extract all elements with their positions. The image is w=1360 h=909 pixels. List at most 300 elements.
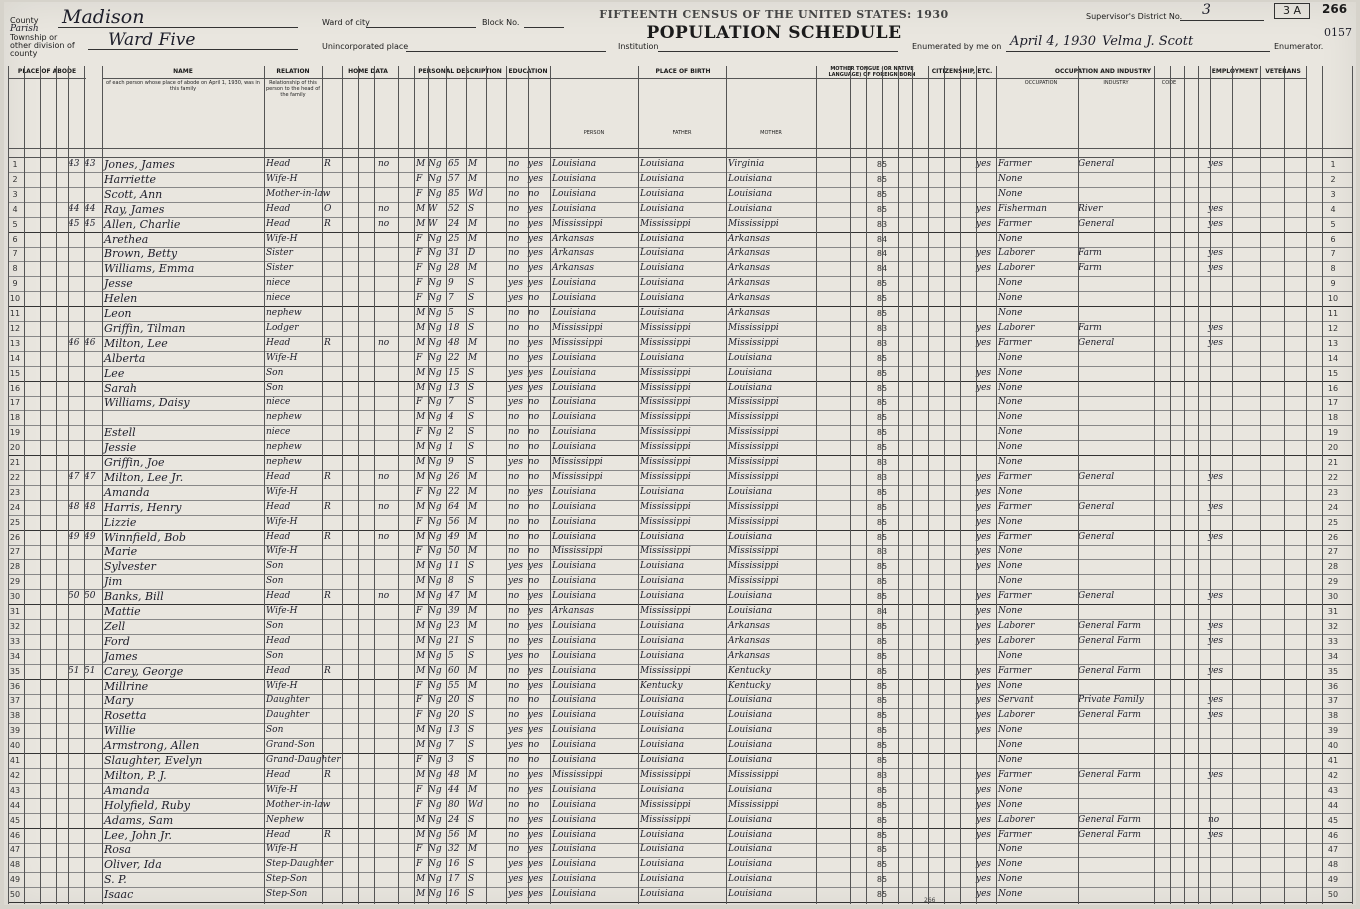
race: Ng [428,382,442,393]
column-rule [486,66,487,904]
age: 55 [448,680,460,691]
sex: M [416,650,426,661]
row-number-left: 47 [9,845,21,855]
birthplace-father: Mississippi [640,427,691,438]
birthplace-father: Mississippi [640,322,691,333]
relation: Wife-H [266,784,298,795]
birthplace-person: Louisiana [552,740,597,751]
person-name: Sylvester [104,560,156,574]
birth-code: 85 [876,681,888,691]
school-attendance: no [508,322,520,333]
occupation: None [998,516,1023,527]
birthplace-father: Mississippi [640,382,691,393]
family-number [84,574,100,589]
school-attendance: no [508,635,520,646]
industry [1078,366,1154,381]
industry [1078,306,1154,321]
person-name: Jesse [104,277,133,291]
relation: nephew [266,457,302,467]
marital-status: M [468,531,478,542]
age: 23 [448,620,460,631]
relation: Head [266,531,291,542]
occupation: Farmer [998,501,1032,512]
occupation: None [998,889,1023,900]
birthplace-mother: Mississippi [728,546,779,557]
can-read-write: no [528,308,540,318]
at-work [1208,440,1232,455]
birthplace-person: Louisiana [552,203,597,214]
sex: M [416,322,426,333]
birthplace-mother: Arkansas [728,650,771,661]
birth-code: 85 [876,204,888,214]
occupation: None [998,486,1023,497]
school-attendance: yes [508,650,524,661]
group-place-of-abode: PLACE OF ABODE [8,66,86,79]
can-read-write: yes [528,382,544,393]
row-number-left: 50 [9,890,21,900]
row-number-right: 41 [1327,756,1339,765]
family-number [84,619,100,634]
table-row [8,232,1352,248]
birthplace-person: Louisiana [552,799,597,810]
birthplace-father: Mississippi [640,799,691,810]
age: 2 [448,427,454,438]
dwelling-number [68,559,84,574]
marital-status: D [468,248,476,259]
birthplace-mother: Arkansas [728,293,771,304]
table-row [8,544,1352,560]
relation: nephew [266,308,302,318]
home-owned-rented [324,738,338,753]
school-attendance: yes [508,889,524,900]
birthplace-person: Louisiana [552,293,597,304]
at-work [1208,738,1232,753]
birthplace-mother: Louisiana [728,486,773,497]
birth-code: 85 [876,666,888,676]
occupation: None [998,650,1023,661]
relation: Lodger [266,322,299,333]
table-row [8,828,1352,844]
speaks-english [976,455,996,470]
relation: Head [266,337,291,348]
family-number [84,410,100,425]
birthplace-person: Louisiana [552,352,597,363]
radio-set: no [378,203,390,214]
radio-set [378,455,400,470]
table-row [8,500,1352,516]
home-owned-rented: O [324,203,332,214]
row-number-left: 1 [12,160,18,169]
person-name: Arethea [104,232,149,246]
birthplace-mother: Louisiana [728,874,773,885]
birth-code: 85 [876,368,888,378]
table-row [8,723,1352,739]
row-number-left: 2 [12,174,18,184]
birthplace-father: Louisiana [640,889,685,900]
birth-code: 85 [876,577,888,587]
age: 13 [448,725,460,736]
birthplace-mother: Louisiana [728,695,773,706]
race: Ng [428,427,442,438]
at-work: yes [1208,769,1224,780]
table-row [8,515,1352,531]
sex: M [416,889,426,900]
radio-set [378,753,400,768]
home-owned-rented: R [324,501,331,512]
row-number-left: 42 [9,770,21,780]
radio-set [378,544,400,559]
family-number [84,232,100,247]
age: 64 [448,501,460,512]
school-attendance: yes [508,740,524,751]
relation: Grand-Daughter [266,755,341,765]
row-number-right: 14 [1327,353,1339,363]
race: Ng [428,501,442,512]
person-name: S. P. [104,873,127,887]
relation: Daughter [266,695,310,706]
dwelling-number [68,172,84,187]
school-attendance: no [508,531,520,542]
speaks-english: yes [976,531,992,542]
row-number-left: 4 [12,204,18,214]
row-number-left: 24 [9,502,21,512]
family-number [84,604,100,619]
birthplace-father: Louisiana [640,308,685,318]
school-attendance: no [508,680,520,691]
occupation: Farmer [998,159,1032,169]
industry [1078,172,1154,187]
birth-code: 83 [876,338,888,348]
dwelling-number: 43 [68,159,80,169]
row-number-right: 20 [1327,443,1339,453]
marital-status: M [468,486,478,497]
at-work [1208,351,1232,366]
row-number-left: 7 [12,249,18,259]
sex: F [416,188,423,199]
school-attendance: no [508,442,520,453]
column-rule [912,66,913,904]
speaks-english [976,187,996,202]
school-attendance: yes [508,278,524,289]
row-number-left: 5 [12,219,18,229]
speaks-english: yes [976,784,992,795]
birth-code: 85 [876,711,888,721]
age: 21 [448,635,460,646]
marital-status: S [468,367,475,378]
marital-status: M [468,606,478,616]
occupation: None [998,397,1023,408]
person-name: Amanda [104,783,150,797]
birthplace-mother: Mississippi [728,397,779,408]
row-number-left: 21 [9,458,21,467]
speaks-english: yes [976,382,992,393]
home-owned-rented [324,649,338,664]
relation: nephew [266,412,302,423]
dwelling-number [68,366,84,381]
row-number-right: 25 [1327,517,1339,527]
marital-status: M [468,680,478,691]
birthplace-person: Louisiana [552,695,597,706]
at-work [1208,723,1232,738]
birthplace-father: Mississippi [640,442,691,453]
person-name: Banks, Bill [104,590,164,604]
birth-code: 85 [876,398,888,408]
industry [1078,232,1154,247]
birthplace-father: Mississippi [640,665,691,676]
at-work [1208,381,1232,396]
home-owned-rented [324,723,338,738]
speaks-english [976,232,996,247]
row-number-right: 10 [1327,294,1339,304]
table-row [8,693,1352,709]
person-name: Adams, Sam [104,813,174,827]
speaks-english: yes [976,874,992,885]
row-number-left: 41 [9,756,21,765]
can-read-write: no [528,546,540,557]
radio-set [378,708,400,723]
person-name: Brown, Betty [104,247,178,261]
birth-code: 84 [876,234,888,244]
birthplace-father: Mississippi [640,516,691,527]
relation: Wife-H [266,680,298,691]
birthplace-father: Kentucky [640,680,683,691]
row-number-right: 5 [1330,219,1336,229]
at-work: yes [1208,263,1224,274]
birthplace-person: Louisiana [552,382,597,393]
relation: Son [266,725,284,736]
birthplace-father: Louisiana [640,203,685,214]
row-number-right: 8 [1330,264,1336,274]
birth-code: 85 [876,443,888,453]
school-attendance: no [508,352,520,363]
table-row [8,842,1352,858]
birthplace-father: Louisiana [640,874,685,885]
birth-code: 85 [876,860,888,870]
school-attendance: no [508,814,520,825]
birth-code: 85 [876,174,888,184]
at-work [1208,306,1232,321]
table-row [8,202,1352,218]
industry [1078,738,1154,753]
can-read-write: yes [528,278,544,289]
sex: F [416,248,423,259]
person-name: Griffin, Tilman [104,321,186,335]
birthplace-person: Louisiana [552,531,597,542]
speaks-english: yes [976,606,992,616]
marital-status: S [468,874,475,885]
can-read-write: no [528,412,540,423]
at-work [1208,872,1232,887]
home-owned-rented [324,410,338,425]
school-attendance: no [508,755,520,765]
radio-set [378,872,400,887]
family-number [84,485,100,500]
marital-status: M [468,784,478,795]
sex: F [416,859,423,870]
table-row [8,306,1352,322]
home-owned-rented [324,515,338,530]
sex: F [416,233,423,244]
race: Ng [428,159,442,169]
dwelling-number [68,395,84,410]
birthplace-person: Arkansas [552,606,595,616]
radio-set [378,381,400,396]
relation: Head [266,591,291,602]
at-work [1208,574,1232,589]
person-name: Scott, Ann [104,187,163,201]
industry [1078,544,1154,559]
family-number [84,857,100,872]
row-number-right: 35 [1327,666,1339,676]
industry [1078,515,1154,530]
dwelling-number [68,738,84,753]
speaks-english [976,172,996,187]
person-name: Armstrong, Allen [104,739,200,753]
radio-set [378,261,400,276]
column-rule [1210,66,1211,904]
relation: Head [266,635,291,646]
occupation: None [998,755,1023,765]
can-read-write: no [528,695,540,706]
row-number-left: 9 [12,279,18,289]
can-read-write: no [528,740,540,751]
birthplace-person: Louisiana [552,859,597,870]
speaks-english: yes [976,859,992,870]
industry [1078,425,1154,440]
sex: F [416,278,423,289]
age: 15 [448,367,460,378]
person-name: Lizzie [104,515,137,529]
radio-set [378,723,400,738]
occupation: None [998,606,1023,616]
occupation: None [998,412,1023,423]
dwelling-number [68,485,84,500]
birthplace-father: Louisiana [640,710,685,721]
row-number-right: 9 [1330,279,1336,289]
birth-code: 85 [876,532,888,542]
relation: Head [266,665,291,676]
column-rule [1322,66,1323,904]
radio-set: no [378,591,390,602]
occupation: Farmer [998,218,1032,229]
at-work: yes [1208,203,1224,214]
group-mother-tongue: MOTHER TONGUE (OR NATIVE LANGUAGE) OF FOREIGN BORN [816,66,928,79]
column-rule [322,66,323,904]
dwelling-number [68,276,84,291]
column-rule [550,66,551,904]
occupation: None [998,874,1023,885]
occupation: None [998,561,1023,572]
at-work: yes [1208,710,1224,721]
race: Ng [428,829,442,840]
radio-set [378,813,400,828]
schedule-title [564,8,984,43]
group-veterans: VETERANS [1260,66,1306,79]
can-read-write: yes [528,725,544,736]
home-owned-rented: R [324,159,331,169]
person-name: Helen [104,292,138,306]
birthplace-mother: Mississippi [728,799,779,810]
can-read-write: no [528,799,540,810]
family-number: 44 [84,203,96,214]
relation: Mother-in-law [266,188,331,199]
relation: niece [266,427,291,438]
race: Ng [428,680,442,691]
birthplace-mother: Mississippi [728,412,779,423]
row-number-right: 31 [1327,607,1339,616]
birthplace-person: Mississippi [552,457,603,467]
table-row [8,634,1352,650]
table-row [8,440,1352,456]
row-number-left: 15 [9,368,21,378]
birthplace-father: Louisiana [640,531,685,542]
occupation: Farmer [998,665,1032,676]
dwelling-number [68,619,84,634]
occupation: Laborer [998,814,1035,825]
birth-code: 85 [876,875,888,885]
birth-code: 85 [876,830,888,840]
family-number [84,708,100,723]
table-row [8,768,1352,784]
person-name: Willie [104,724,136,738]
birthplace-mother: Arkansas [728,308,771,318]
race: Ng [428,769,442,780]
speaks-english: yes [976,889,992,900]
sex: M [416,218,426,229]
row-number-right: 24 [1327,502,1339,512]
dwelling-number [68,455,84,470]
radio-set: no [378,471,390,482]
at-work: yes [1208,471,1224,482]
radio-set [378,485,400,500]
radio-set [378,351,400,366]
relation: Son [266,650,284,661]
column-rule [1306,66,1307,904]
table-row [8,798,1352,814]
age: 7 [448,397,454,408]
relation: Grand-Son [266,740,315,751]
person-name: Ford [104,634,130,648]
birth-code: 83 [876,770,888,780]
at-work [1208,604,1232,619]
home-owned-rented [324,455,338,470]
speaks-english: yes [976,620,992,631]
family-number: 51 [84,665,96,676]
row-number-right: 26 [1327,532,1339,542]
can-read-write: no [528,755,540,765]
relation: Step-Son [266,889,308,900]
occupation: None [998,784,1023,795]
column-rule [102,66,103,904]
race: Ng [428,337,442,348]
race: Ng [428,561,442,572]
relation: nephew [266,442,302,453]
row-number-right: 18 [1327,413,1339,423]
occupation: None [998,844,1023,855]
age: 57 [448,173,460,184]
sex: M [416,412,426,423]
person-name: Holyfield, Ruby [104,798,190,812]
can-read-write: yes [528,829,544,840]
birthplace-father: Louisiana [640,829,685,840]
table-row [8,157,1352,173]
at-work: yes [1208,337,1224,348]
speaks-english: yes [976,680,992,691]
age: 26 [448,471,460,482]
at-work: yes [1208,620,1224,631]
school-attendance: yes [508,859,524,870]
sex: F [416,844,423,855]
